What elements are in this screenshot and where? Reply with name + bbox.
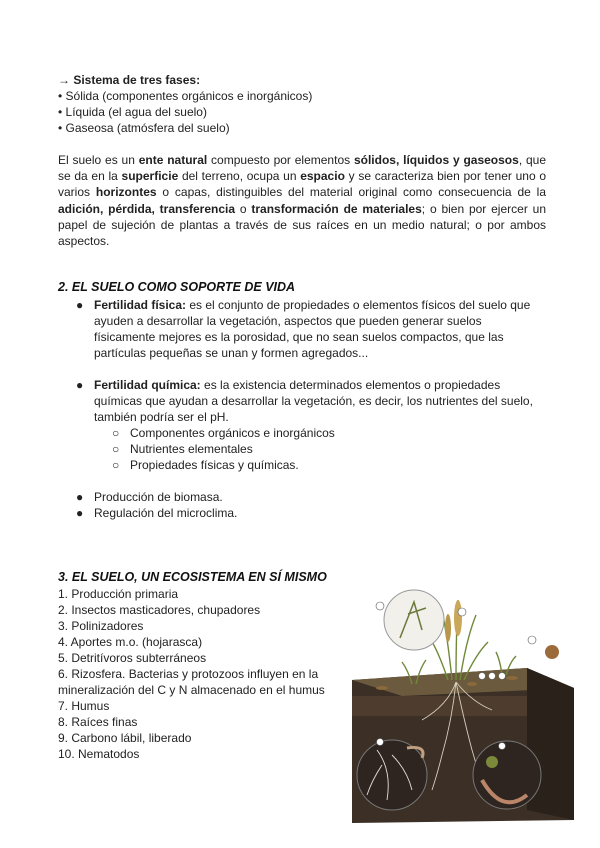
fases-title: → Sistema de tres fases: [58,73,201,87]
sub-list-item: ○ Nutrientes elementales [112,442,253,456]
quimica-sub-list [112,425,335,473]
list-item: 7. Humus [58,699,110,713]
flower-icon [545,645,559,659]
fertilidad-fisica-list [76,297,541,361]
wheat-head-icon [454,600,462,636]
list-item: 10. Nematodos [58,747,140,761]
soil-side [527,668,574,820]
list-item: 3. Polinizadores [58,619,144,633]
bullet-icon: ● [76,298,84,312]
fase-item: • Gaseosa (atmósfera del suelo) [58,121,230,135]
wheat-head-icon [445,614,451,642]
list-item: 8. Raíces finas [58,715,138,729]
soil-ecosystem-illustration [352,580,582,823]
section-3-title: 3. EL SUELO, UN ECOSISTEMA EN SÍ MISMO [58,570,327,584]
circle-bullet-icon: ○ [112,442,120,456]
fase-item: • Sólida (componentes orgánicos e inorgánicos) [58,89,313,103]
definition-paragraph: El suelo es un ente natural compuesto por elementos sólidos, líquidos y gaseosos, que se da en la superficie del terreno, ocupa un espacio y se caracteriza bien por tener uno o varios horizontes o capas, distinguibles del material original como consecuencia de la adición, pérdida, transferencia o transformación de materiales; o bien por ejercer un papel de sujeción de plantas a través de sus raíces en un medio natural; o por ambos aspectos. [58,153,546,249]
circle-bullet-icon: ○ [112,458,120,472]
earthworm-zoom-icon [473,741,541,809]
list-item: 1. Producción primaria [58,587,179,601]
list-item: ● Producción de biomasa. [76,490,223,504]
insect-zoom-icon [384,590,444,650]
section-2-title: 2. EL SUELO COMO SOPORTE DE VIDA [58,280,296,294]
fase-item: • Líquida (el agua del suelo) [58,105,207,119]
list-item: 5. Detritívoros subterráneos [58,651,207,665]
fertilidad-quimica-list [76,377,541,425]
list-item: 6. Rizosfera. Bacterias y protozoos influyen en la mineralización del C y N almacenado en el humus [58,667,325,697]
extra-list [76,489,541,521]
humus-layer [352,696,527,716]
bullet-icon: ● [76,506,84,520]
list-item: ● Fertilidad química: es la existencia determinados elementos o propiedades químicas que ayudan a desarrollar la vegetación, es decir, los nutrientes del suelo, también podría ser el pH. [76,378,533,424]
fases-list [58,88,312,136]
list-item: 2. Insectos masticadores, chupadores [58,603,261,617]
list-item: ● Fertilidad física: es el conjunto de propiedades o elementos físicos del suelo que ayuden a desarrollar la vegetación, aspectos que pueden generar suelos físicamente mejores es la porosidad, que no sean suelos compactos, que las partículas pequeñas se unan y formen agregados... [76,298,531,360]
ecosystem-list [58,586,358,762]
sub-list-item: ○ Componentes orgánicos e inorgánicos [112,426,335,440]
bullet-icon: ● [76,490,84,504]
circle-bullet-icon: ○ [112,426,120,440]
rhizosphere-zoom-icon [357,740,427,810]
organism-icon [486,756,498,768]
list-item: 9. Carbono lábil, liberado [58,731,192,745]
list-item: 4. Aportes m.o. (hojarasca) [58,635,203,649]
sub-list-item: ○ Propiedades físicas y químicas. [112,458,299,472]
bullet-icon: ● [76,378,84,392]
list-item: ● Regulación del microclima. [76,506,238,520]
